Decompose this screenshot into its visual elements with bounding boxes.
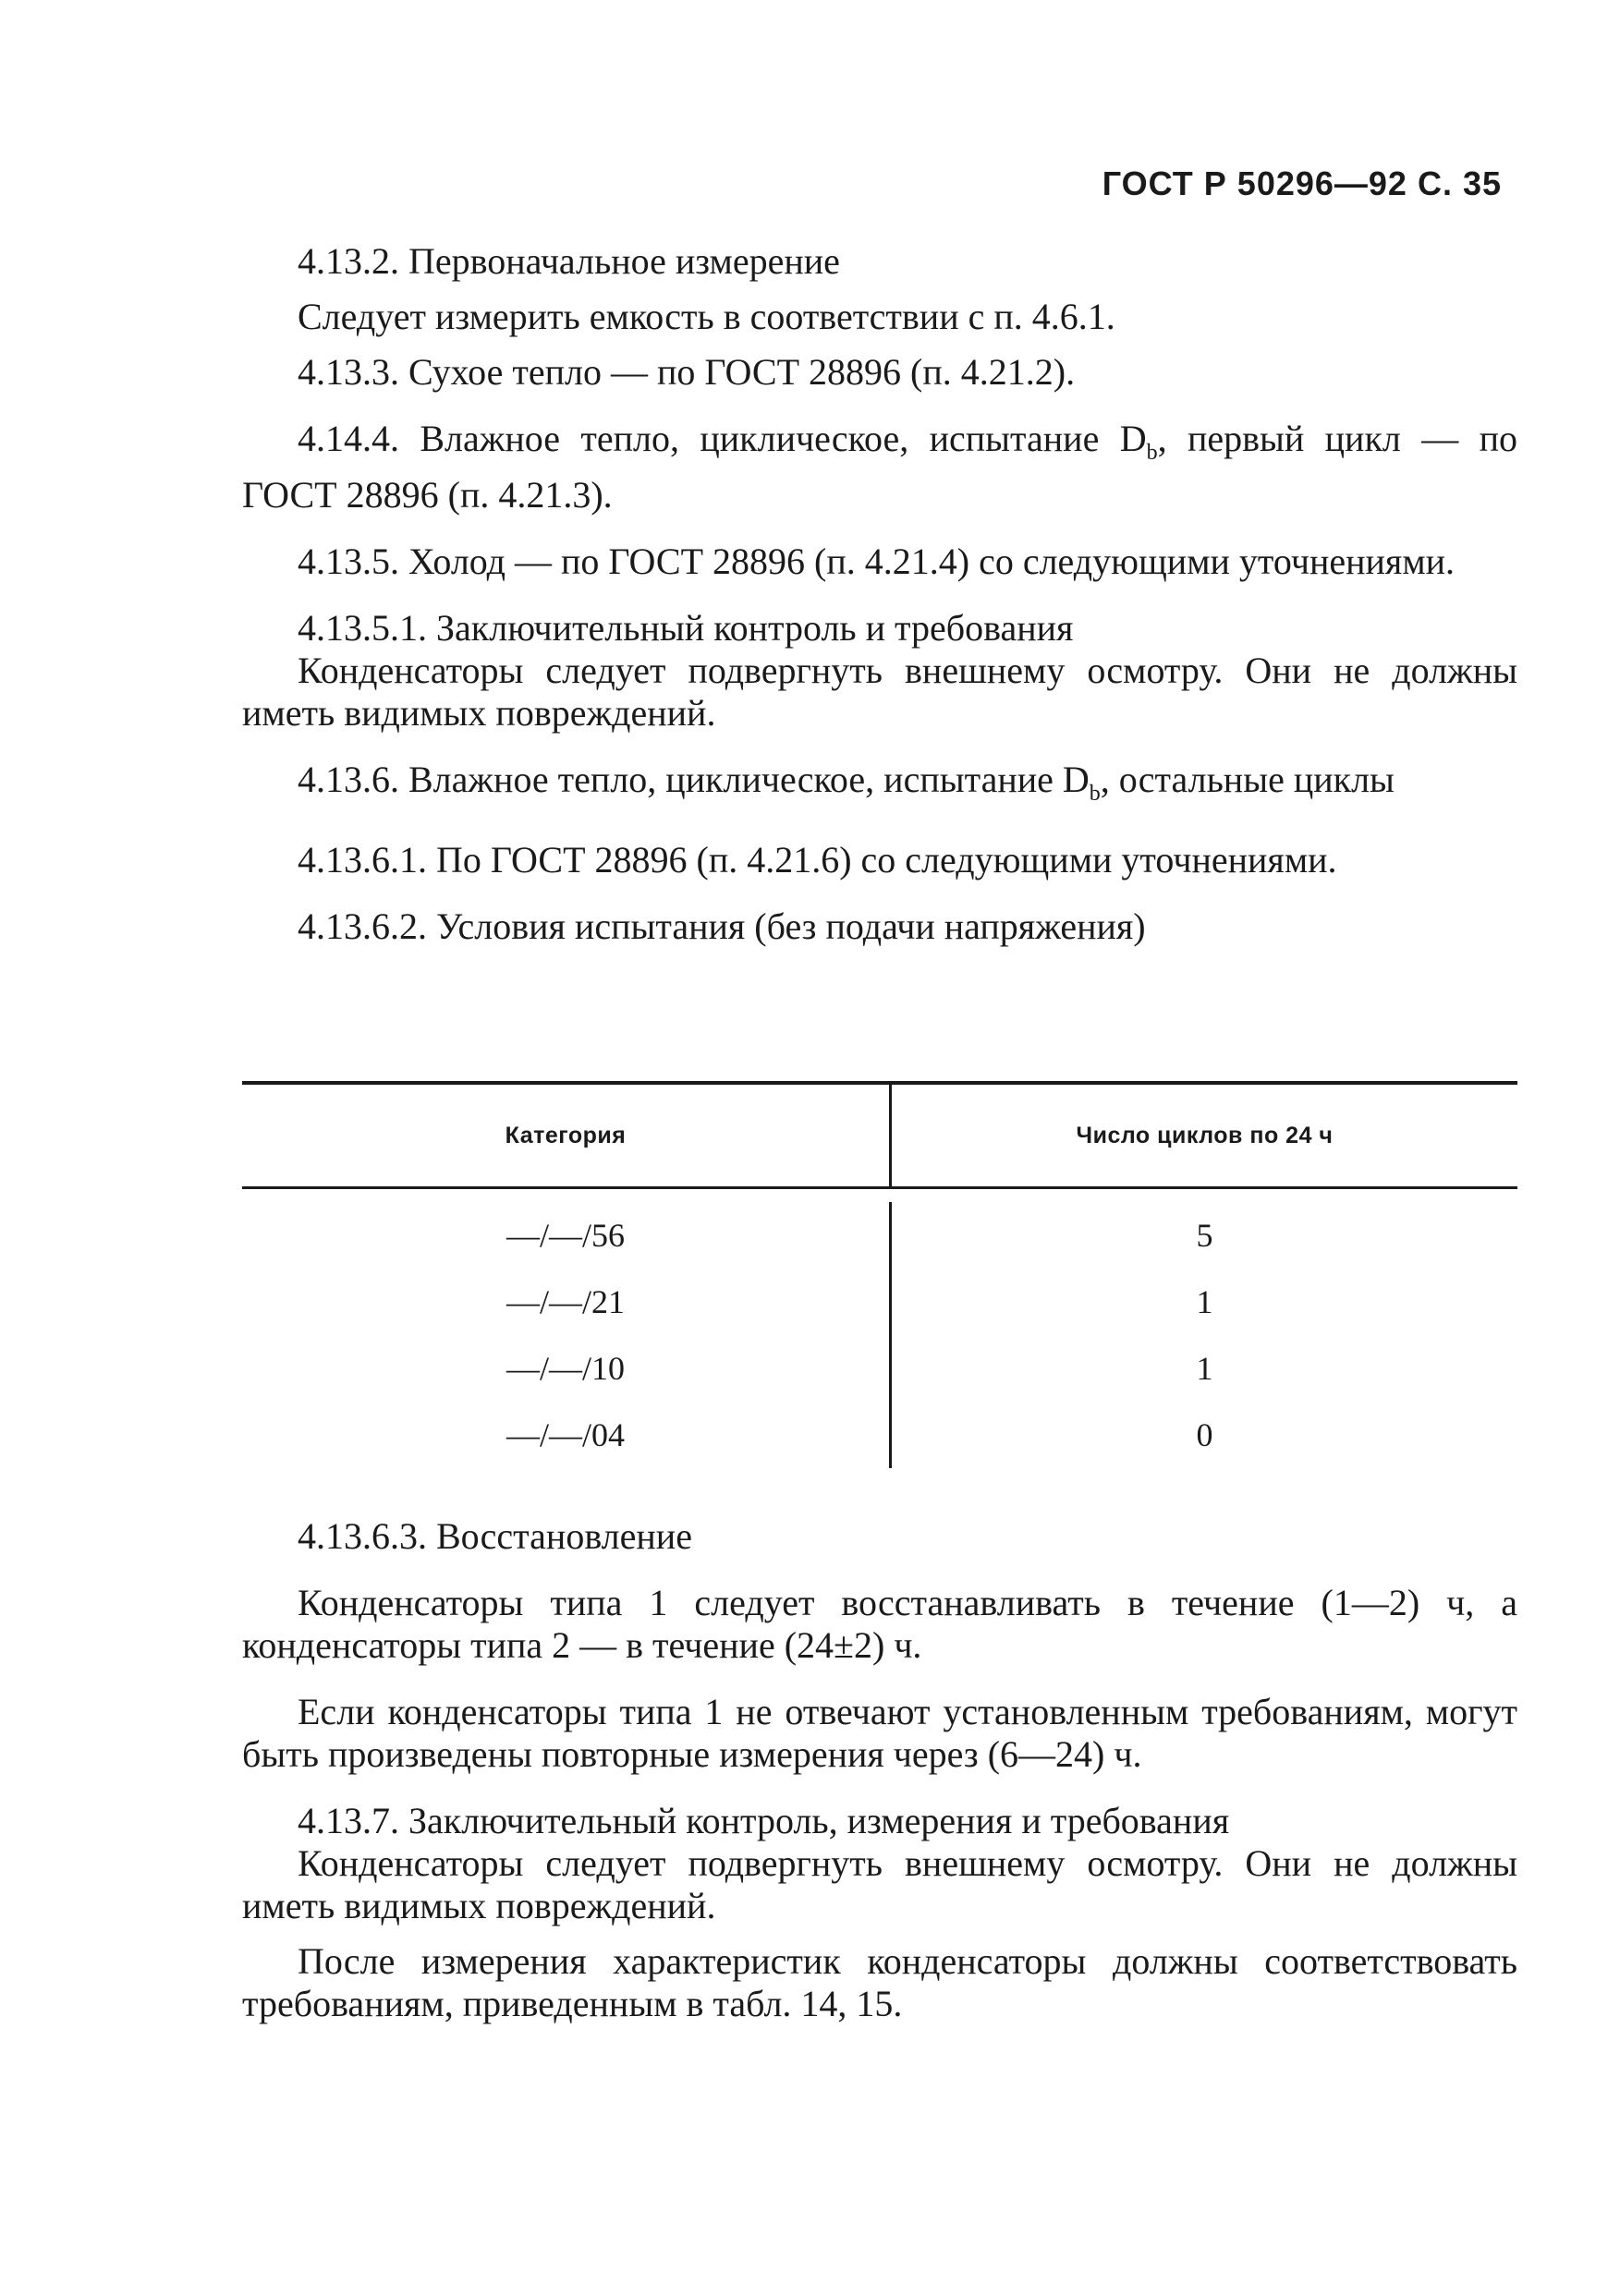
page-header: ГОСТ Р 50296—92 С. 35 bbox=[1102, 164, 1502, 202]
paragraph-4-14-4-subscript: b bbox=[1146, 441, 1158, 465]
paragraph-capacity-measurement: Следует измерить емкость в соответствии с п. 4.6.1. bbox=[298, 296, 1115, 337]
table-cell-category: —/—/04 bbox=[505, 1416, 625, 1453]
paragraph-4-13-2: 4.13.2. Первоначальное измерение bbox=[298, 240, 840, 282]
paragraph-recovery: Конденсаторы типа 1 следует восстанавливать в течение (1—2) ч, а конденсаторы типа 2 — в течение (24±2) ч. bbox=[242, 1582, 1517, 1666]
paragraph-repeat-measurements: Если конденсаторы типа 1 не отвечают установленным требованиям, могут быть произведены повторные измерения через (6—24) ч. bbox=[242, 1691, 1517, 1775]
paragraph-4-13-6-tail: , остальные циклы bbox=[1100, 759, 1395, 800]
table-header-row bbox=[242, 1085, 1517, 1186]
paragraph-4-14-4-tail: , первый цикл — по ГОСТ 28896 (п. 4.21.3). bbox=[242, 418, 1517, 516]
test-conditions-table bbox=[242, 1081, 1517, 1476]
table-body bbox=[242, 1189, 1517, 1476]
paragraph-4-13-6 bbox=[242, 759, 1517, 815]
table-column-category bbox=[242, 1202, 889, 1468]
paragraph-4-13-5: 4.13.5. Холод — по ГОСТ 28896 (п. 4.21.4) со следующими уточнениями. bbox=[298, 541, 1456, 582]
paragraph-4-13-6-subscript: b bbox=[1089, 782, 1101, 806]
table-cell-cycles: 0 bbox=[1196, 1416, 1213, 1453]
table-column-cycles bbox=[892, 1202, 1517, 1468]
paragraph-inspection-2: Конденсаторы следует подвергнуть внешнему осмотру. Они не должны иметь видимых повреждений. bbox=[242, 1842, 1517, 1926]
paragraph-4-14-4 bbox=[242, 418, 1517, 516]
table-cell-category: —/—/56 bbox=[505, 1217, 625, 1254]
section-text-bottom bbox=[242, 1515, 1517, 2025]
paragraph-4-14-4-text: 4.14.4. Влажное тепло, циклическое, испытание D bbox=[298, 418, 1147, 459]
section-text-top bbox=[242, 240, 1517, 948]
paragraph-4-13-3: 4.13.3. Сухое тепло — по ГОСТ 28896 (п. 4.21.2). bbox=[298, 351, 1076, 393]
paragraph-4-13-5-1: 4.13.5.1. Заключительный контроль и требования bbox=[298, 607, 1074, 649]
paragraph-4-13-6-text: 4.13.6. Влажное тепло, циклическое, испытание D bbox=[298, 759, 1090, 800]
paragraph-final-requirements: После измерения характеристик конденсаторы должны соответствовать требованиям, приведенным в табл. 14, 15. bbox=[242, 1940, 1517, 2024]
table-header-cycles: Число циклов по 24 ч bbox=[1076, 1122, 1334, 1148]
paragraph-4-13-6-3: 4.13.6.3. Восстановление bbox=[298, 1515, 692, 1557]
paragraph-4-13-7: 4.13.7. Заключительный контроль, измерения и требования bbox=[298, 1800, 1230, 1841]
table-cell-category: —/—/21 bbox=[505, 1283, 625, 1320]
table-cell-cycles: 1 bbox=[1196, 1283, 1213, 1320]
paragraph-4-13-6-1: 4.13.6.1. По ГОСТ 28896 (п. 4.21.6) со следующими уточнениями. bbox=[298, 839, 1337, 881]
paragraph-inspection-1: Конденсаторы следует подвергнуть внешнему осмотру. Они не должны иметь видимых повреждений. bbox=[242, 650, 1517, 734]
paragraph-4-13-6-2: 4.13.6.2. Условия испытания (без подачи напряжения) bbox=[298, 905, 1146, 947]
table-cell-cycles: 5 bbox=[1196, 1217, 1213, 1254]
table-cell-cycles: 1 bbox=[1196, 1350, 1213, 1387]
table-cell-category: —/—/10 bbox=[505, 1350, 625, 1387]
table-header-category: Категория bbox=[505, 1122, 627, 1148]
